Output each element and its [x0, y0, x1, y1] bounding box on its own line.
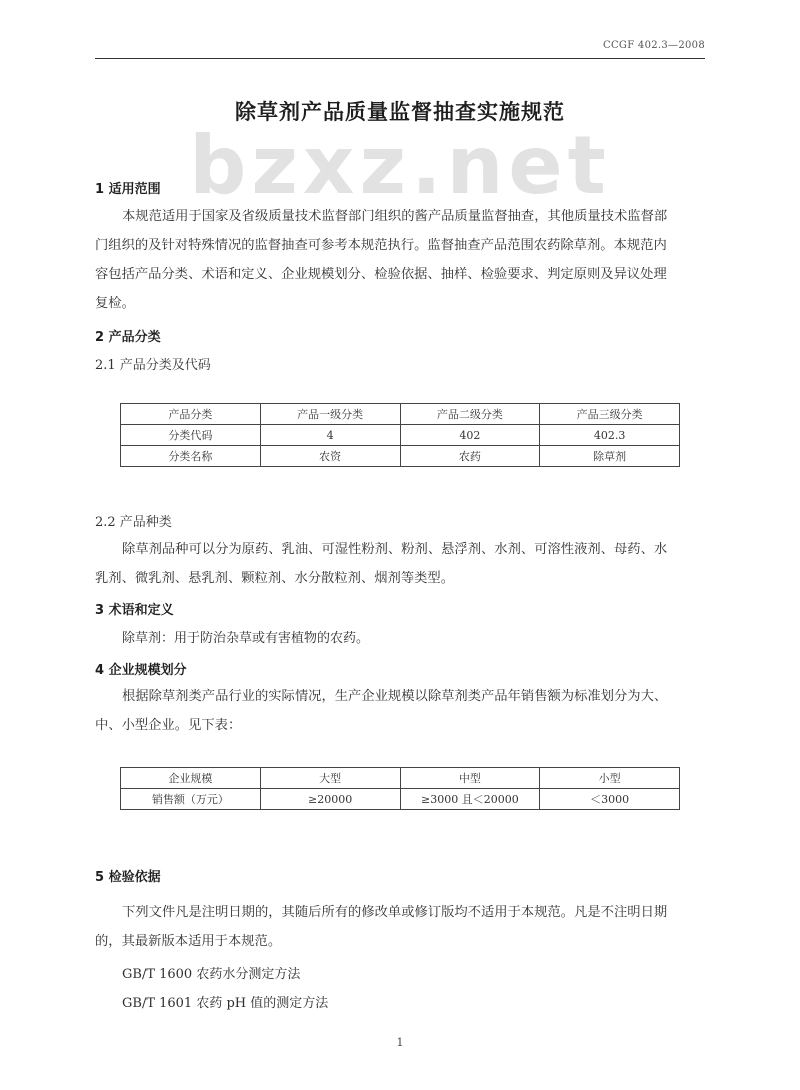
table-row [121, 425, 680, 446]
section-2-2-heading: 2.2 产品种类 [95, 515, 172, 530]
table-row [121, 446, 680, 467]
section-3-heading: 3 术语和定义 [95, 603, 174, 618]
section-4-line: 中、小型企业。见下表： [95, 718, 242, 733]
section-2-1-heading: 2.1 产品分类及代码 [95, 358, 211, 373]
section-1-line: 本规范适用于国家及省级质量技术监督部门组织的酱产品质量监督抽查，其他质量技术监督部 [122, 209, 668, 224]
table-cell: 产品二级分类 [400, 404, 540, 425]
document-code: CCGF 402.3—2008 [603, 40, 705, 51]
table-cell: 大型 [260, 768, 400, 789]
table-cell: 农资 [260, 446, 400, 467]
table-cell: 产品分类 [121, 404, 261, 425]
table-cell: ≥20000 [260, 789, 400, 810]
section-4-heading: 4 企业规模划分 [95, 663, 187, 678]
section-4-line: 根据除草剂类产品行业的实际情况，生产企业规模以除草剂类产品年销售额为标准划分为大、 [122, 689, 668, 704]
section-1-heading: 1 适用范围 [95, 182, 161, 197]
table-row [121, 768, 680, 789]
table-cell: 分类代码 [121, 425, 261, 446]
table-cell: 除草剂 [540, 446, 680, 467]
table-cell: 分类名称 [121, 446, 261, 467]
section-2-heading: 2 产品分类 [95, 330, 161, 345]
section-1-body [95, 202, 705, 318]
header-divider [95, 58, 705, 59]
section-1-line: 门组织的及针对特殊情况的监督抽查可参考本规范执行。监督抽查产品范围农药除草剂。本规范内 [95, 238, 667, 253]
section-1-line: 容包括产品分类、术语和定义、企业规模划分、检验依据、抽样、检验要求、判定原则及异议处理 [95, 267, 667, 282]
table-cell: 农药 [400, 446, 540, 467]
watermark: bzxz.net [189, 119, 611, 212]
table-cell: 销售额（万元） [121, 789, 261, 810]
table-cell: ＜3000 [540, 789, 680, 810]
table-cell: 小型 [540, 768, 680, 789]
section-5-line: 下列文件凡是注明日期的，其随后所有的修改单或修订版均不适用于本规范。凡是不注明日期 [122, 905, 668, 920]
classification-table [120, 403, 680, 467]
section-2-2-line: 乳剂、微乳剂、悬乳剂、颗粒剂、水分散粒剂、烟剂等类型。 [95, 571, 455, 586]
table-cell: 产品三级分类 [540, 404, 680, 425]
reference-item: GB/T 1600 农药水分测定方法 [122, 967, 301, 982]
table-cell: 4 [260, 425, 400, 446]
section-1-line: 复检。 [95, 296, 135, 311]
section-5-heading: 5 检验依据 [95, 870, 161, 885]
table-cell: ≥3000 且＜20000 [400, 789, 540, 810]
page-title: 除草剂产品质量监督抽查实施规范 [235, 100, 565, 124]
section-2-2-line: 除草剂品种可以分为原药、乳油、可湿性粉剂、粉剂、悬浮剂、水剂、可溶性液剂、母药、水 [122, 542, 668, 557]
section-4-body [95, 682, 705, 740]
section-5-line: 的，其最新版本适用于本规范。 [95, 934, 282, 949]
section-5-body [95, 898, 705, 956]
table-cell: 402.3 [540, 425, 680, 446]
table-cell: 中型 [400, 768, 540, 789]
table-cell: 企业规模 [121, 768, 261, 789]
table-row [121, 404, 680, 425]
table-row [121, 789, 680, 810]
reference-item: GB/T 1601 农药 pH 值的测定方法 [122, 996, 329, 1011]
section-2-2-body [95, 535, 705, 593]
page-number: 1 [396, 1036, 404, 1049]
section-3-body: 除草剂：用于防治杂草或有害植物的农药。 [122, 631, 370, 646]
table-cell: 产品一级分类 [260, 404, 400, 425]
enterprise-scale-table [120, 767, 680, 810]
table-cell: 402 [400, 425, 540, 446]
